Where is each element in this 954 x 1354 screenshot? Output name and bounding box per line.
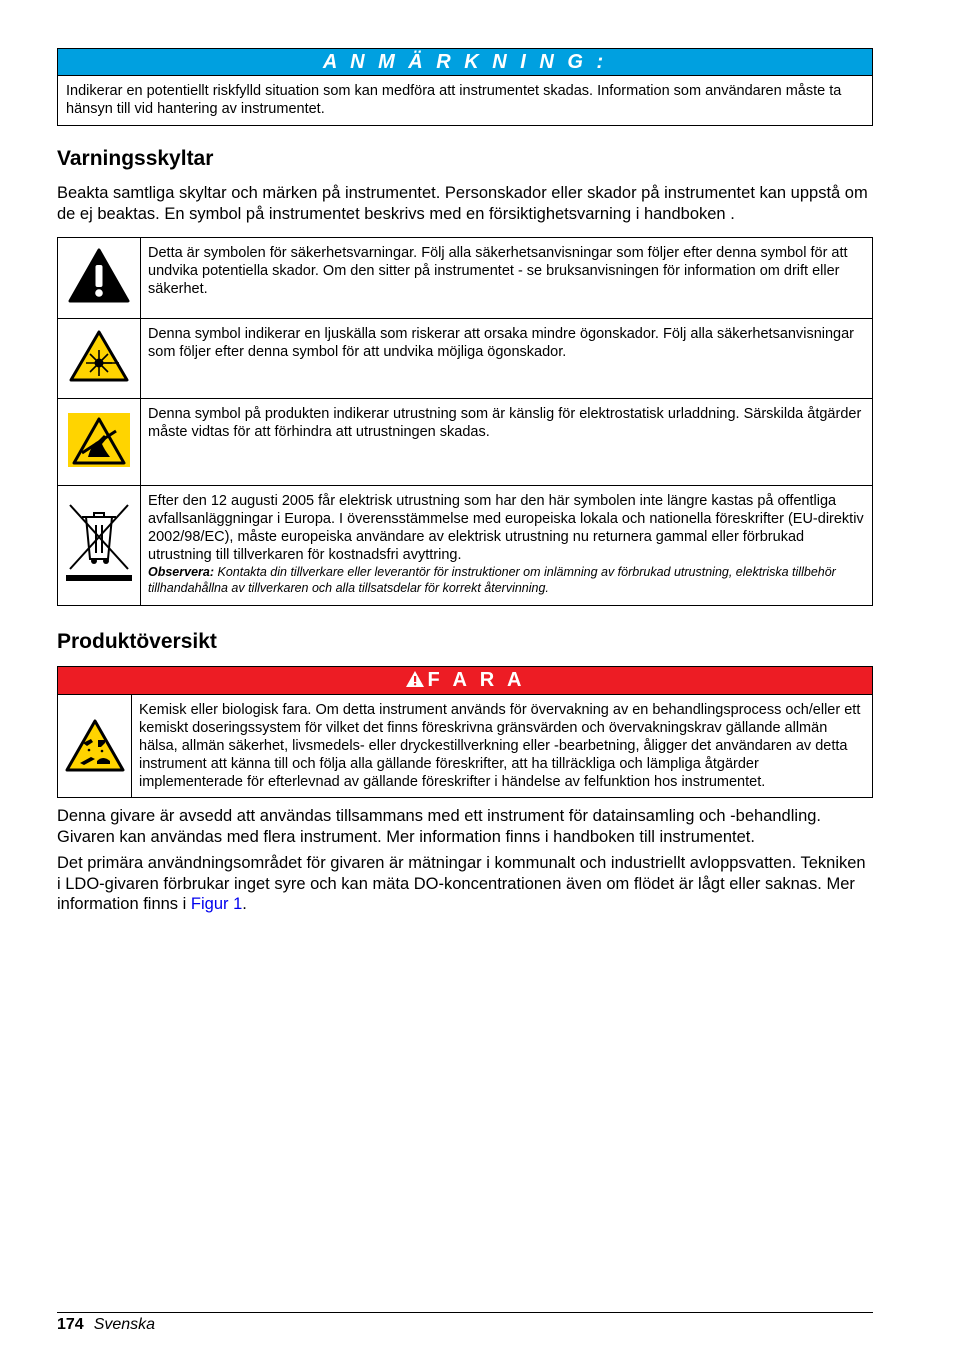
overview-paragraph-2 (57, 853, 873, 915)
danger-text: Kemisk eller biologisk fara. Om detta instrument används för övervakning av en behandlingsprocess och/eller ett kemiskt doseringssystem för vilket det finns föreskrivna gränsvärden och övervakningskrav gällande allmän hälsa, allmän säkerhet, livsmedels- eller dryckestillverkning eller -bearbetning, åligger det användaren av detta instrument att känna till och följa alla gällande föreskrifter, att ha tillräckliga och lämpliga åtgärder implementerade för efterlevnad av gällande föreskrifter i händelse av felfunktion hos instrumentet. (139, 702, 861, 790)
general-warning-icon (58, 238, 141, 319)
note-label: Observera: (148, 565, 215, 579)
page-content (57, 48, 873, 915)
paragraph-text-end: . (242, 895, 247, 913)
notice-title: A N M Ä R K N I N G : (58, 49, 872, 76)
notice-text: Indikerar en potentiellt riskfylld situation som kan medföra att instrumentet skadas. Information som användaren måste ta hänsyn till vid hantering av instrumentet. (66, 83, 842, 117)
danger-box (57, 666, 873, 798)
table-row (58, 319, 873, 399)
sign-text: Denna symbol indikerar en ljuskälla som riskerar att orsaka mindre ögonskador. Följ alla säkerhetsanvisningar som följer efter denna symbol för att undvika möjliga ögonskador. (141, 319, 873, 399)
sign-note (148, 564, 865, 596)
danger-title: F A R A (427, 669, 526, 691)
chemical-hazard-icon (58, 695, 132, 797)
note-text: Kontakta din tillverkare eller leverantör för instruktioner om inlämning av förbrukad utrustning, elektriska tillbehör tillhandahållna av tillverkaren och alla tillsatsdelar för korrekt återvinning. (148, 565, 836, 595)
esd-warning-icon (58, 399, 141, 486)
sign-text: Denna symbol på produkten indikerar utrustning som är känslig för elektrostatisk urladdning. Särskilda åtgärder måste vidtas för att förhindra att utrustningen skadas. (141, 399, 873, 486)
section-heading-product-overview: Produktöversikt (57, 630, 217, 653)
figure-link[interactable]: Figur 1 (190, 895, 243, 913)
sign-text: Efter den 12 augusti 2005 får elektrisk utrustning som har den här symbolen inte längre kastas på offentliga avfallsanläggningar i Europa. I överensstämmelse med europeiska lokala och nationella föreskrifter (EU-direktiv 2002/98/EC), måste europeiska användare av elektrisk utrustning nu returnera gammal eller förbrukad utrustning till tillverkaren för kostnadsfri avyttring. (148, 493, 864, 563)
warning-signs-table (57, 237, 873, 606)
danger-row (58, 695, 872, 797)
overview-paragraph-1: Denna givare är avsedd att användas tillsammans med ett instrument för datainsamling och -behandling. Givaren kan användas med flera instrument. Mer information finns i handboken till instrumentet. (57, 807, 822, 846)
laser-warning-icon (58, 319, 141, 399)
page-number: 174 (57, 1316, 84, 1333)
page-footer (57, 1312, 873, 1334)
section-heading-warning-signs: Varningsskyltar (57, 147, 214, 170)
sign-text: Detta är symbolen för säkerhetsvarningar. Följ alla säkerhetsanvisningar som följer efter denna symbol för att undvika potentiella skador. Om den sitter på instrumentet - se bruksanvisningen för information om drift eller säkerhet. (141, 238, 873, 319)
table-row (58, 486, 873, 606)
table-row (58, 399, 873, 486)
notice-box (57, 48, 873, 126)
paragraph-text: Det primära användningsområdet för givaren är mätningar i kommunalt och industriellt avloppsvatten. Tekniken i LDO-givaren förbrukar inget syre och kan mäta DO-koncentrationen även om flödet är lågt eller saknas. Mer information finns i (57, 854, 866, 913)
table-row (58, 238, 873, 319)
footer-language: Svenska (93, 1316, 156, 1333)
weee-bin-icon (58, 486, 141, 606)
warning-signs-intro: Beakta samtliga skyltar och märken på instrumentet. Personskador eller skador på instrumentet kan uppstå om de ej beaktas. En symbol på instrumentet beskrivs med en försiktighetsvarning i handboken . (57, 184, 868, 223)
warning-triangle-icon (405, 670, 425, 688)
sign-text-cell (141, 486, 873, 606)
danger-header (58, 667, 872, 695)
